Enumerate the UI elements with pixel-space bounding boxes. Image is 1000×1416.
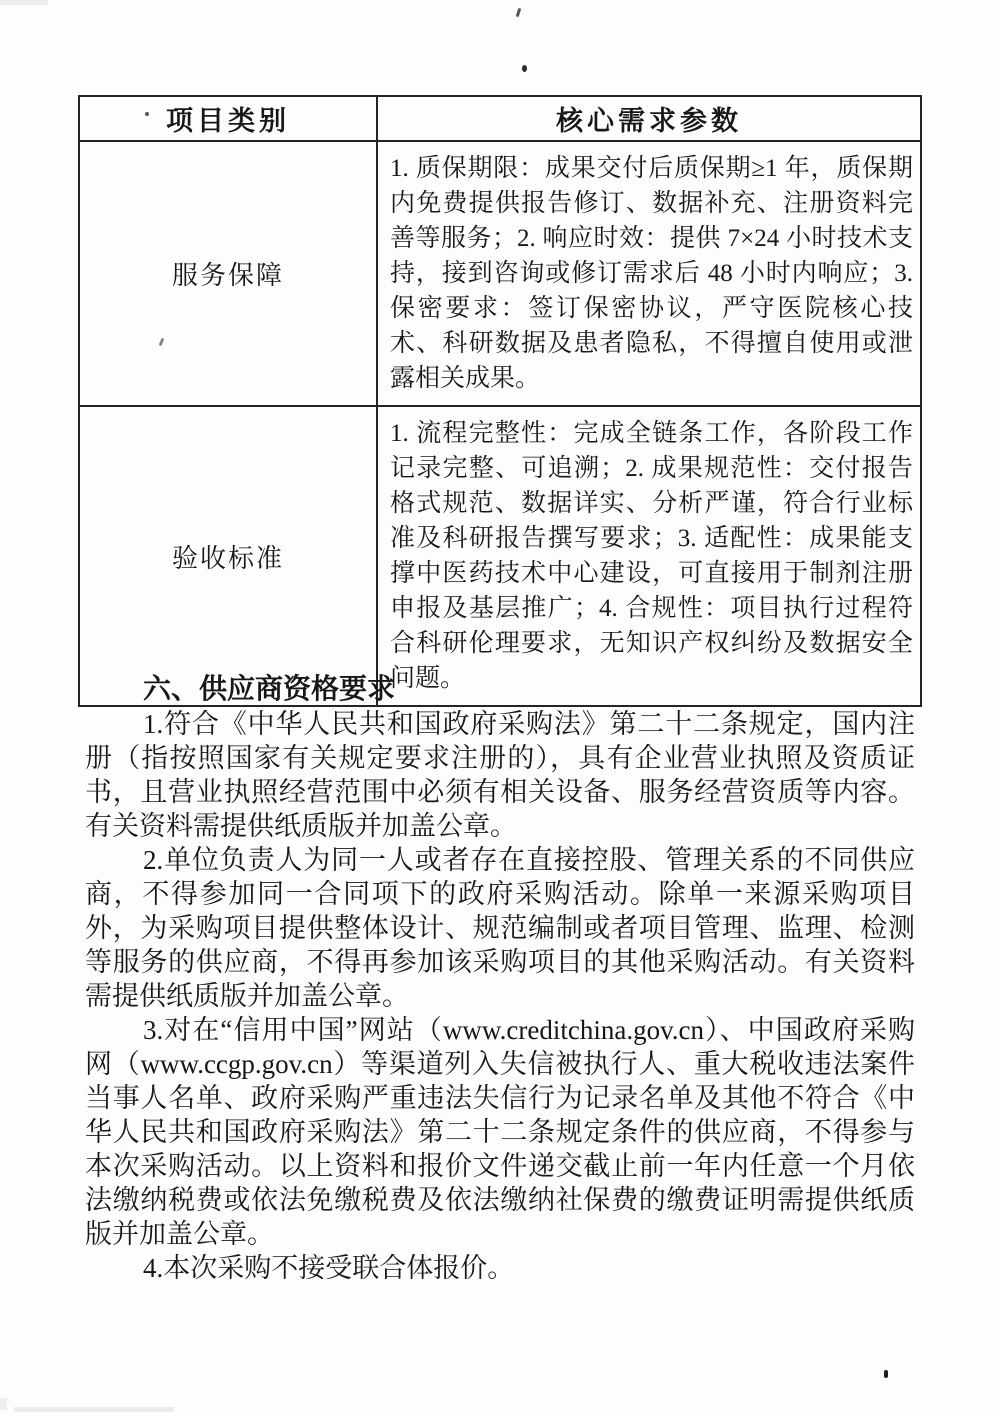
service-guarantee-params-cell: 1. 质保期限：成果交付后质保期≥1 年，质保期内免费提供报告修订、数据补充、注册资料完善等服务；2. 响应时效：提供 7×24 小时技术支持，接到咨询或修订需求后 48 小时内响应；3. 保密要求：签订保密协议，严守医院核心技术、科研数据及患者隐私，不得擅自使用或泄露相关成果。	[377, 141, 921, 406]
scan-speck	[516, 8, 522, 17]
scan-speck	[884, 1370, 888, 1378]
scan-smudge	[0, 1398, 7, 1410]
acceptance-criteria-params-cell: 1. 流程完整性：完成全链条工作，各阶段工作记录完整、可追溯；2. 成果规范性：交付报告格式规范、数据详实、分析严谨，符合行业标准及科研报告撰写要求；3. 适配性：成果能支撑中医药技术中心建设，可直接用于制剂注册申报及基层推广；4. 合规性：项目执行过程符合科研伦理要求，无知识产权纠纷及数据安全问题。	[377, 406, 921, 706]
qualification-paragraph-3: 3.对在“信用中国”网站（www.creditchina.gov.cn）、中国政府采购网（www.ccgp.gov.cn）等渠道列入失信被执行人、重大税收违法案件当事人名单、政府采购严重违法失信行为记录名单及其他不符合《中华人民共和国政府采购法》第二十二条规定条件的供应商，不得参与本次采购活动。以上资料和报价文件递交截止前一年内任意一个月依法缴纳税费或依法免缴税费及依法缴纳社保费的缴费证明需提供纸质版并加盖公章。	[85, 1015, 915, 1249]
table-header-row	[79, 96, 921, 141]
scan-smudge	[0, 0, 48, 5]
service-guarantee-category-cell: 服务保障	[79, 141, 377, 406]
acceptance-criteria-category-cell: 验收标准	[79, 406, 377, 706]
scan-speck	[145, 112, 149, 116]
qualification-paragraph-2: 2.单位负责人为同一人或者存在直接控股、管理关系的不同供应商，不得参加同一合同项下的政府采购活动。除单一来源采购项目外，为采购项目提供整体设计、规范编制或者项目管理、监理、检测等服务的供应商，不得再参加该采购项目的其他采购活动。有关资料需提供纸质版并加盖公章。	[85, 845, 915, 1011]
scan-speck	[522, 65, 527, 72]
section-heading: 六、供应商资格要求	[143, 674, 396, 705]
spec-table	[78, 95, 922, 707]
scan-smudge	[14, 1407, 174, 1412]
qualification-paragraph-4: 4.本次采购不接受联合体报价。	[143, 1253, 515, 1283]
supplier-qualification-section	[85, 672, 915, 1285]
table-row-service-guarantee	[79, 141, 921, 406]
table-row-acceptance-criteria	[79, 406, 921, 706]
qualification-paragraph-1: 1.符合《中华人民共和国政府采购法》第二十二条规定，国内注册（指按照国家有关规定要求注册的），具有企业营业执照及资质证书，且营业执照经营范围中必须有相关设备、服务经营资质等内容。有关资料需提供纸质版并加盖公章。	[85, 709, 915, 841]
column-header-project-category: 项目类别	[79, 96, 377, 141]
column-header-core-requirements: 核心需求参数	[377, 96, 921, 141]
